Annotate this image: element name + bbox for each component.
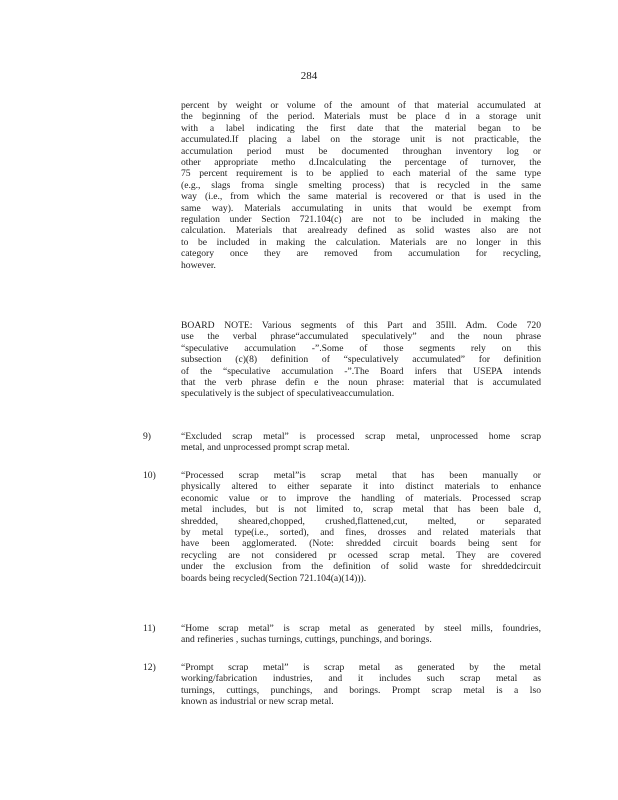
text-line: “Excluded scrap metal” is processed scrap metal, unprocessed home scrap [181, 431, 541, 442]
item-number-12: 12) [143, 662, 156, 673]
text-line: subsection (c)(8) definition of “speculatively accumulated” for definition [181, 354, 541, 366]
text-line: under the exclusion from the definition of solid waste for shreddedcircuit [181, 561, 541, 573]
text-line: way (i.e., from which the same material is recovered or that is used in the [181, 191, 541, 203]
text-line: same way). Materials accumulating in units that would be exempt from [181, 202, 541, 214]
main-paragraph [181, 100, 541, 271]
text-line: to be included in making the calculation. Materials are no longer in this [181, 236, 541, 248]
text-line: working/fabrication industries, and it includes such scrap metal as [181, 673, 541, 685]
text-line: the beginning of the period. Materials must be place d in a storage unit [181, 111, 541, 123]
text-line: accumulation period must be documented throughan inventory log or [181, 145, 541, 157]
item-number-11: 11) [143, 623, 156, 634]
item-9-definition [181, 431, 541, 454]
text-line: recycling are not considered pr ocessed scrap metal. They are covered [181, 549, 541, 561]
item-11-definition [181, 623, 541, 646]
text-line: use the verbal phrase“accumulated speculatively” and the noun phrase [181, 331, 541, 343]
board-note-paragraph [181, 320, 541, 400]
text-line: accumulated.If placing a label on the storage unit is not practicable, the [181, 134, 541, 146]
text-line: speculatively is the subject of speculativeaccumulation. [181, 388, 395, 400]
text-line: with a label indicating the first date that the material began to be [181, 122, 541, 134]
text-line: turnings, cuttings, punchings, and borings. Prompt scrap metal is a lso [181, 684, 541, 696]
text-line: by metal type(i.e., sorted), and fines, drosses and related materials that [181, 527, 541, 539]
text-line: 75 percent requirement is to be applied to each material of the same type [181, 168, 541, 180]
text-line: have been agglomerated. (Note: shredded circuit boards being sent for [181, 538, 541, 550]
text-line: “Processed scrap metal”is scrap metal that has been manually or [181, 470, 541, 481]
text-line: and refineries , suchas turnings, cuttings, punchings, and borings. [181, 634, 432, 646]
text-line: physically altered to either separate it into distinct materials to enhance [181, 481, 541, 493]
text-line: percent by weight or volume of the amount of that material accumulated at [181, 100, 541, 111]
text-line: known as industrial or new scrap metal. [181, 696, 334, 708]
text-line: “speculative accumulation -”.Some of those segments rely on this [181, 342, 541, 354]
item-number-10: 10) [143, 470, 156, 481]
text-line: metal, and unprocessed prompt scrap metal. [181, 442, 350, 454]
text-line: metal includes, but is not limited to, scrap metal that has been bale d, [181, 504, 541, 516]
text-line: other appropriate metho d.Incalculating the percentage of turnover, the [181, 157, 541, 169]
text-line: of the “speculative accumulation -”.The Board infers that USEPA intends [181, 365, 541, 377]
text-line: regulation under Section 721.104(c) are not to be included in making the [181, 214, 541, 226]
item-number-9: 9) [143, 431, 151, 442]
text-line: “Home scrap metal” is scrap metal as generated by steel mills, foundries, [181, 623, 541, 634]
text-line: (e.g., slags froma single smelting process) that is recycled in the same [181, 179, 541, 191]
item-10-definition [181, 470, 541, 584]
text-line: BOARD NOTE: Various segments of this Part and 35Ill. Adm. Code 720 [181, 320, 541, 331]
text-line: category once they are removed from accumulation for recycling, [181, 248, 541, 260]
text-line: shredded, sheared,chopped, crushed,flattened,cut, melted, or separated [181, 515, 541, 527]
text-line: economic value or to improve the handling of materials. Processed scrap [181, 492, 541, 504]
text-line: “Prompt scrap metal” is scrap metal as generated by the metal [181, 662, 541, 673]
text-line: calculation. Materials that arealready defined as solid wastes also are not [181, 225, 541, 237]
text-line: however. [181, 259, 216, 271]
item-12-definition [181, 662, 541, 708]
text-line: that the verb phrase defin e the noun phrase: material that is accumulated [181, 377, 541, 389]
page-number: 284 [300, 70, 318, 82]
text-line: boards being recycled(Section 721.104(a)(14))). [181, 572, 367, 584]
